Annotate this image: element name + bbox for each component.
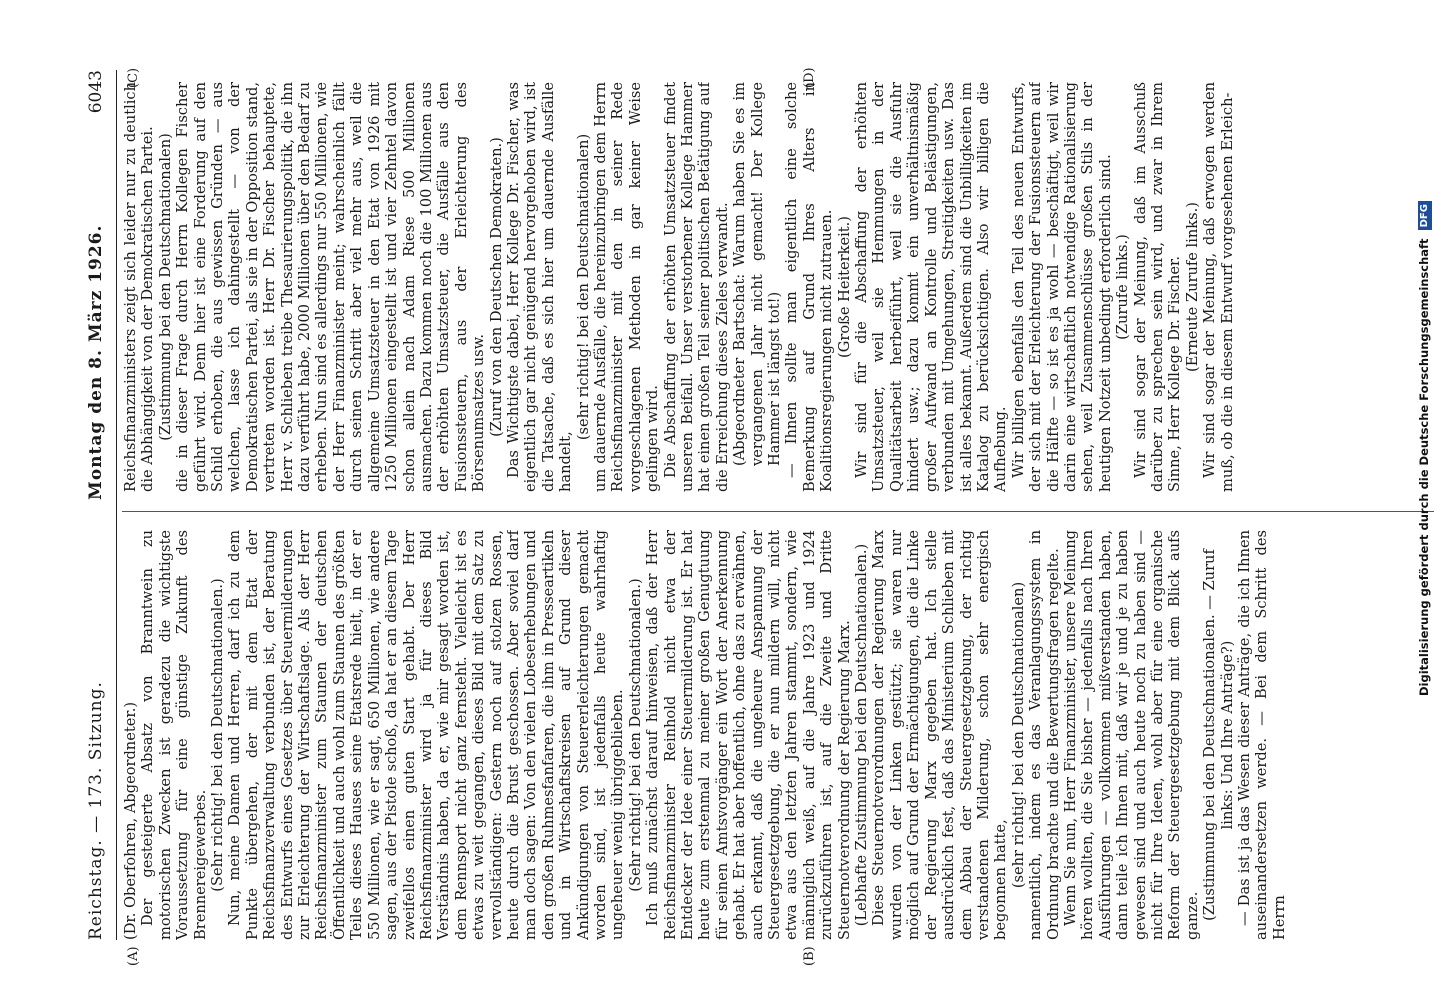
dfg-logo: DFG [1418,201,1432,230]
paragraph: (Abgeordneter Bartschat: Warum haben Sie es im vergangenen Jahr nicht gemacht! Der Kollege Hammer ist längst tot!) [731,82,784,466]
left-text-column [122,530,1434,940]
paragraph: Der gesteigerte Absatz von Branntwein zu motorischen Zwecken ist geradezu die wichtigste Voraussetzung für eine günstige Zukunft des Brennereigewerbes. [139,530,209,940]
credit-text: Digitalisierung gefördert durch die Deutsche Forschungsgemeinschaft [1417,238,1431,696]
paragraph: Reichsfinanzministers zeigt sich leider nur zu deutlich die Abhängigkeit von der Demokratischen Partei. [122,82,157,492]
paragraph: (Erneute Zurufe links.) [1183,202,1201,372]
margin-marker-b: (B) [802,946,817,966]
paragraph: Wir sind sogar der Meinung, daß erwogen werden muß, ob die in diesem Entwurf vorgesehenen Erleich- [1201,82,1236,492]
rotated-document-page [82,60,1434,966]
paragraph: Das Wichtigste dabei, Herr Kollege Dr. Fischer, was eigentlich gar nicht genügend hervorgehoben wird, ist die Tatsache, daß es sich hier um dauernde Ausfälle handelt, [504,82,575,492]
paragraph: (Große Heiterkeit.) [835,216,853,358]
right-header-date: Montag den 8. März 1926. [86,224,106,500]
paragraph: (Zuruf von den Deutschen Demokraten.) [487,137,505,437]
header-rule [116,70,117,940]
left-header [82,530,114,940]
paragraph: um dauernde Ausfälle, die hereinzubringen dem Herrn Reichsfinanzminister mit den in seiner Rede vorgeschlagenen Methoden in gar keiner Weise gelingen wird. [591,82,662,492]
margin-marker-a: (A) [126,946,141,966]
margin-marker-d: (D) [802,67,817,88]
paragraph: Wenn Sie nun, Herr Finanzminister, unsere Meinung hören wollten, die Sie bisher — jedenfalls nach Ihren Ausführungen — vollkommen mißverstanden haben, dann teile ich Ihnen mit, daß wir je und je zu haben gewesen sind und auch heute noch zu haben sind — nicht für Ihre Ideen, wohl aber für eine organische Reform der Steuergesetzgebung mit dem Blick aufs ganze. [1061,530,1201,940]
digitization-credit [1410,0,1434,1000]
paragraph: (Sehr richtig! bei den Deutschnationalen.) [209,578,227,892]
margin-marker-c: (C) [126,67,141,88]
paragraph: namentlich, indem es das Veranlagungssystem in Ordnung brachte und die Bewertungsfragen regelte. [1027,530,1062,940]
paragraph: — Ihnen sollte man eigentlich eine solche Bemerkung auf Grund Ihres Alters in Koalitionsregierungen nicht zutrauen. [783,82,836,492]
paragraph: (Lebhafte Zustimmung bei den Deutschnationalen.) [853,543,871,927]
right-text-column [122,82,1434,492]
page-number: 6043 [86,70,106,114]
paragraph: (Zurufe links.) [1114,234,1132,340]
paragraph: die in dieser Frage durch Herrn Kollegen Fischer geführt wird. Denn hier ist eine Forderung auf den Schild erhoben, die aus gewissen Gründen — aus welchen, lasse ich dahingestellt — von der Demokratischen Partei, als sie in der Opposition stand, vertreten worden ist. Herr Dr. Fischer behauptete, Herr v. Schlieben treibe Thesaurierungspolitik, die ihn dazu verführt habe, 2000 Millionen über den Bedarf zu erheben. Nun sind es allerdings nur 550 Millionen, wie der Herr Finanzminister meint; wahrscheinlich fällt durch seinen Schritt aber viel mehr aus, weil die allgemeine Umsatzsteuer in den Etat von 1926 mit 1250 Millionen eingestellt ist und vier Zehntel davon schon allein nach Adam Riese 500 Millionen ausmachen. Dazu kommen noch die 100 Millionen aus der erhöhten Umsatzsteuer, die Ausfälle aus den Fusionssteuern, aus der Erleichterung des Börsenumsatzes usw. [174,82,488,492]
paragraph: (sehr richtig! bei den Deutschnationalen) [1009,581,1027,889]
paragraph: (sehr richtig! bei den Deutschnationalen) [574,133,592,441]
column-divider [122,511,1434,512]
paragraph: Wir sind für die Abschaffung der erhöhten Umsatzsteuer, weil sie Hemmungen in der Qualitätsarbeit herbeiführt, weil sie die Ausfuhr hindert usw.; dazu kommt ein unverhältnismäßig großer Aufwand an Kontrolle und Belästigungen, verbunden mit Umgehungen, Streitigkeiten usw. Das ist alles bekannt. Außerdem sind die Unbilligkeiten im Katalog zu berücksichtigen. Also wir billigen die Aufhebung. [853,82,1010,492]
paragraph: (Dr. Oberfohren, Abgeordneter.) [122,701,139,940]
paragraph: Diese Steuernotverordnungen der Regierung Marx wurden von der Linken gestützt; sie waren nur möglich auf Grund der Ermächtigungen, die die Linke der Regierung Marx gegeben hat. Ich stelle ausdrücklich fest, daß das Ministerium Schlieben mit dem Abbau der Steuergesetzgebung, der richtig verstandenen Milderung, schon sehr energisch begonnen hatte, [870,530,1010,940]
left-header-title: Reichstag. — 173. Sitzung. [86,681,106,940]
paragraph: Wir sind sogar der Meinung, daß im Ausschuß darüber zu sprechen sein wird, und zwar in Ihrem Sinne, Herr Kollege Dr. Fischer. [1131,82,1184,492]
paragraph: Die Abschaffung der erhöhten Umsatzsteuer findet unseren Beifall. Unser verstorbener Kollege Hammer hat einen großen Teil seiner politischen Betätigung auf die Erreichung dieses Zieles verwandt. [661,82,731,492]
paragraph: (Zustimmung bei den Deutschnationalen) [156,133,174,441]
paragraph: — Das ist ja das Wesen dieser Anträge, die ich Ihnen auseinandersetzen werde. — Bei dem Schritt des Herrn [1236,530,1288,940]
paragraph: Nun, meine Damen und Herren, darf ich zu dem Punkte übergehen, der mit dem Etat der Reichsfinanzverwaltung verbunden ist, der Beratung des Entwurfs eines Gesetzes über Steuermilderungen zur Erleichterung der Wirtschaftslage. Als der Herr Reichsfinanzminister zum Staunen der deutschen Öffentlichkeit und auch wohl zum Staunen des größten Teiles dieses Hauses seine Etatsrede hielt, in der er 550 Millionen, wie er sagt, 650 Millionen, wie andere sagen, aus der Pistole schoß, da hat er an diesem Tage zweifellos einen guten Start gehabt. Der Herr Reichsfinanzminister wird ja für dieses Bild Verständnis haben, da er, wie mir gesagt worden ist, dem Rennsport nicht ganz fernsteht. Vielleicht ist es etwas zu weit gegangen, dieses Bild mit dem Satz zu vervollständigen: Gestern noch auf stolzen Rossen, heute durch die Brust geschossen. Aber soviel darf man doch sagen: Von den vielen Lobeserhebungen und den großen Ruhmesfanfaren, die ihm in Presseartikeln und in Wirtschaftskreisen auf Grund dieser Ankündigungen von Steuererleichterungen gemacht worden sind, ist jedenfalls heute wahrhaftig ungeheuer wenig übriggeblieben. [226,530,627,940]
paragraph: Wir billigen ebenfalls den Teil des neuen Entwurfs, der sich mit der Erleichterung der Fusionssteuern auf die Hälfte — so ist es ja wohl — beschäftigt, weil wir darin eine wirtschaftlich notwendige Rationalisierung sehen, weil Zusammenschlüsse großen Stils in der heutigen Notzeit unbedingt erforderlich sind. [1009,82,1114,492]
paragraph: (Zustimmung bei den Deutschnationalen. — Zuruf links: Und Ihre Anträge?) [1201,549,1236,921]
right-header [82,70,114,500]
paragraph: (Sehr richtig! bei den Deutschnationalen.) [626,578,644,892]
paragraph: Ich muß zunächst darauf hinweisen, daß der Herr Reichsfinanzminister Reinhold nicht etwa der Entdecker der Idee einer Steuermilderung ist. Er hat heute zum erstenmal zu meiner großen Genugtuung für seinen Amtsvorgänger ein Wort der Anerkennung gehabt. Er hat aber hoffentlich, ohne das zu erwähnen, auch erkannt, daß die ungeheure Anspannung der Steuergesetzgebung, die er nun mildern will, nicht etwa aus den letzten Jahren stammt, sondern, wie männiglich weiß, auf die Jahre 1923 und 1924 zurückzuführen ist, auf die Zweite und Dritte Steuernotverordnung der Regierung Marx. [644,530,853,940]
